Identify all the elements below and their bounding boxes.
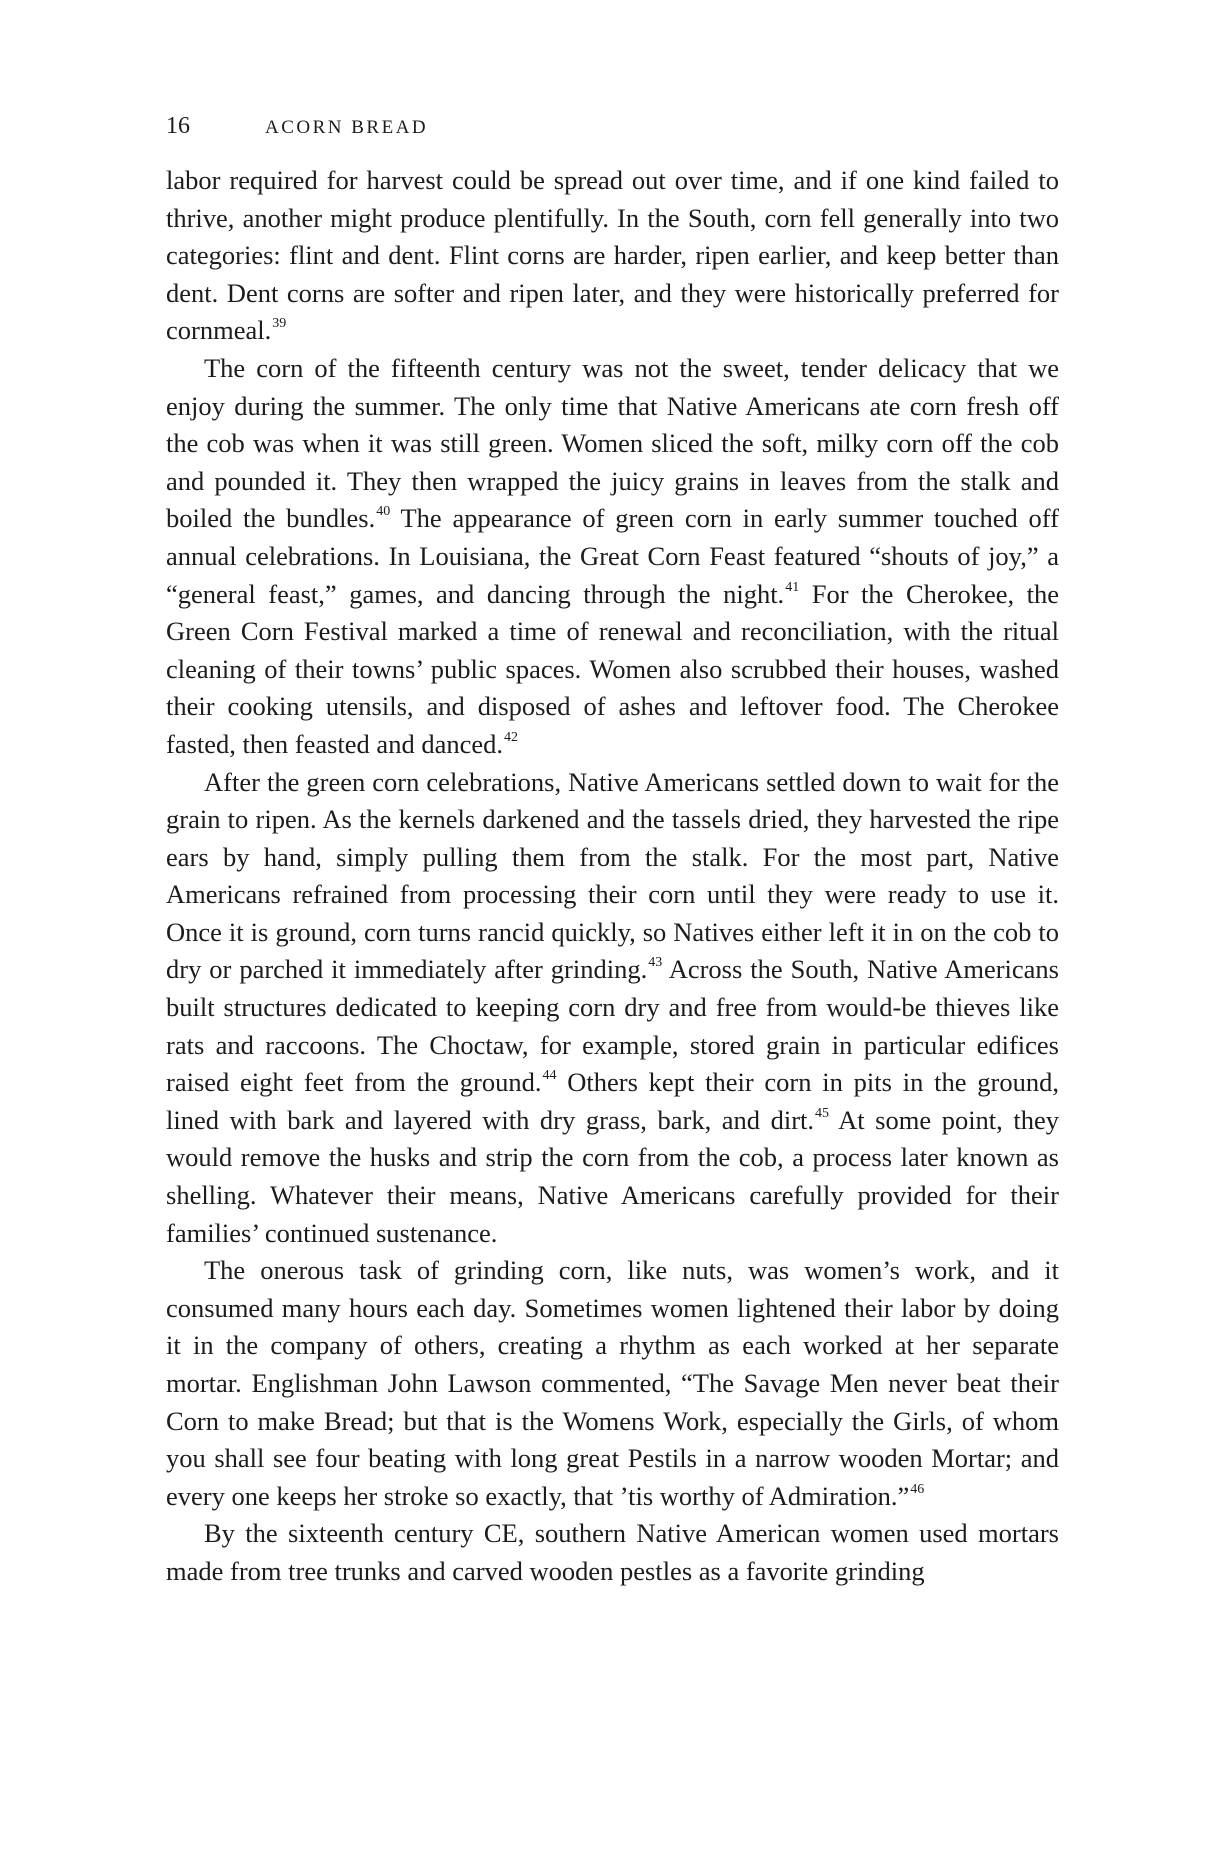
footnote-marker: 42 — [503, 729, 518, 745]
paragraph — [166, 1515, 1059, 1590]
text-segment: The onerous task of grinding corn, like nuts, was women’s work, and it consumed many hours each day. Sometimes women lightened their labor by doing it in the company of others, creating a rhythm as each worked at her separate mortar. Englishman John Lawson commented, “The Savage Men never beat their Corn to make Bread; but that is the Womens Work, especially the Girls, of whom you shall see four beating with long great Pestils in a narrow wooden Mortar; and every one keeps her stroke so exactly, that ’tis worthy of Admiration.” — [166, 1255, 1059, 1511]
page-number: 16 — [166, 113, 190, 139]
paragraph — [166, 350, 1059, 764]
footnote-marker: 45 — [815, 1105, 830, 1121]
body-text — [166, 162, 1059, 1591]
footnote-marker: 39 — [272, 316, 287, 332]
footnote-marker: 46 — [910, 1481, 925, 1497]
paragraph — [166, 764, 1059, 1253]
text-segment: The corn of the fifteenth century was not the sweet, tender delicacy that we enjoy during the summer. The only time that Native Americans ate corn fresh off the cob was when it was still green. Women sliced the soft, milky corn off the cob and pounded it. They then wrapped the juicy grains in leaves from the stalk and boiled the bundles. — [166, 352, 1059, 534]
text-segment: At some point, they would remove the husks and strip the corn from the cob, a process later known as shelling. Whatever their means, Native Americans carefully provided for their families’ continued sustenance. — [166, 1104, 1059, 1248]
text-segment: By the sixteenth century CE, southern Native American women used mortars made from tree trunks and carved wooden pestles as a favorite grinding — [166, 1518, 1059, 1586]
text-segment: Across the South, Native Americans built structures dedicated to keeping corn dry and free from would-be thieves like rats and raccoons. The Choctaw, for example, stored grain in particular edifices raised eight feet from the ground. — [166, 954, 1059, 1098]
paragraph — [166, 162, 1059, 350]
text-segment: The appearance of green corn in early summer touched off annual celebrations. In Louisiana, the Great Corn Feast featured “shouts of joy,” a “general feast,” games, and dancing through the night. — [166, 503, 1059, 609]
text-segment: Others kept their corn in pits in the ground, lined with bark and layered with dry grass, bark, and dirt. — [166, 1067, 1059, 1135]
text-segment: labor required for harvest could be spread out over time, and if one kind failed to thrive, another might produce plentifully. In the South, corn fell generally into two categories: flint and dent. Flint corns are harder, ripen earlier, and keep better than dent. Dent corns are softer and ripen later, and they were historically preferred for cornmeal. — [166, 165, 1059, 346]
running-title: ACORN BREAD — [265, 117, 429, 138]
book-page — [166, 112, 1059, 1591]
footnote-marker: 43 — [648, 955, 663, 971]
footnote-marker: 44 — [542, 1068, 557, 1084]
footnote-marker: 41 — [785, 579, 800, 595]
text-segment: For the Cherokee, the Green Corn Festival marked a time of renewal and reconciliation, with the ritual cleaning of their towns’ public spaces. Women also scrubbed their houses, washed their cooking utensils, and disposed of ashes and leftover food. The Cherokee fasted, then feasted and danced. — [166, 578, 1059, 759]
running-head — [166, 112, 1059, 162]
paragraph — [166, 1252, 1059, 1515]
footnote-marker: 40 — [376, 504, 391, 520]
text-segment: After the green corn celebrations, Native Americans settled down to wait for the grain to ripen. As the kernels darkened and the tassels dried, they harvested the ripe ears by hand, simply pulling them from the stalk. For the most part, Native Americans refrained from processing their corn until they were ready to use it. Once it is ground, corn turns rancid quickly, so Natives either left it in on the cob to dry or parched it immediately after grinding. — [166, 766, 1059, 985]
